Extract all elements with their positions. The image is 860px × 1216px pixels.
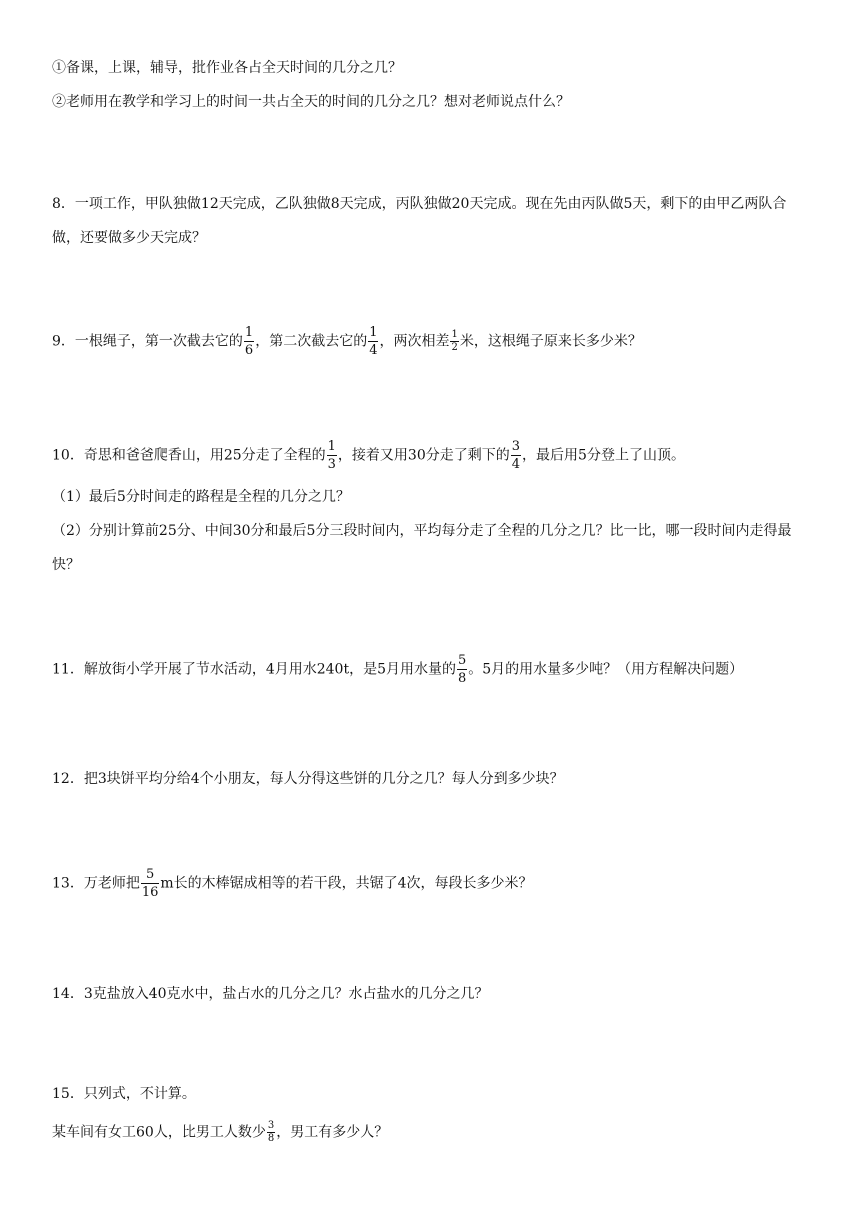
q14-text: 14．3克盐放入40克水中，盐占水的几分之几？水占盐水的几分之几？	[52, 986, 489, 1002]
fraction-denominator: 4	[511, 457, 521, 472]
fraction-denominator: 8	[267, 1133, 275, 1144]
q9-text-2: ，第二次截去它的	[255, 333, 368, 350]
fraction	[267, 1121, 275, 1144]
fraction-denominator: 6	[244, 343, 254, 358]
q15-text-1: 某车间有女工60人，比男工人数少	[52, 1124, 266, 1141]
fraction-denominator: 3	[327, 457, 336, 472]
fraction	[457, 654, 467, 685]
q9-text-1: 9．一根绳子，第一次截去它的	[52, 333, 243, 350]
fraction-numerator: 1	[244, 325, 254, 340]
fraction	[450, 330, 458, 353]
q10-text-1: 10．奇思和爸爸爬香山，用25分走了全程的	[52, 447, 326, 464]
q15-problem	[52, 1121, 812, 1144]
q10-text-2: ，接着又用30分走了剩下的	[337, 447, 510, 464]
q10	[52, 440, 812, 471]
q13-text-1: 13．万老师把	[52, 875, 140, 892]
fraction	[368, 326, 378, 357]
q9	[52, 326, 812, 357]
q15-heading: 15．只列式，不计算。	[52, 1086, 196, 1102]
q11	[52, 654, 812, 685]
q13	[52, 868, 812, 899]
fraction-denominator: 16	[141, 885, 159, 900]
q7-sub1: ①备课，上课，辅导，批作业各占全天时间的几分之几？	[52, 60, 402, 76]
fraction	[141, 868, 160, 899]
fraction-denominator: 8	[457, 671, 467, 686]
fraction-numerator: 5	[141, 868, 160, 884]
q11-text-2: 。5月的用水量多少吨？（用方程解决问题）	[468, 661, 744, 678]
fraction	[327, 440, 337, 471]
fraction-numerator: 5	[457, 653, 467, 668]
fraction-numerator: 1	[369, 325, 378, 340]
q13-text-2: m长的木棒锯成相等的若干段，共锯了4次，每段长多少米？	[160, 875, 533, 892]
fraction-numerator: 1	[327, 439, 336, 454]
q12-text: 12．把3块饼平均分给4个小朋友，每人分得这些饼的几分之几？每人分到多少块？	[52, 771, 564, 787]
q11-text-1: 11．解放街小学开展了节水活动，4月用水240t，是5月用水量的	[52, 661, 456, 678]
fraction-numerator: 3	[267, 1120, 275, 1131]
fraction-denominator: 2	[451, 342, 458, 353]
q9-text-4: 米，这根绳子原来长多少米？	[459, 333, 642, 350]
q10-sub1: （1）最后5分时间走的路程是全程的几分之几？	[52, 489, 350, 505]
q7-sub2: ②老师用在教学和学习上的时间一共占全天的时间的几分之几？想对老师说点什么？	[52, 94, 570, 110]
fraction-numerator: 1	[451, 329, 458, 340]
q8-text: 8．一项工作，甲队独做12天完成，乙队独做8天完成，丙队独做20天完成。现在先由丙队做5天，剩下的由甲乙两队合做，还要做多少天完成？	[52, 196, 787, 246]
q9-text-3: ，两次相差	[379, 333, 450, 350]
fraction	[244, 326, 254, 357]
q10-sub2: （2）分别计算前25分、中间30分和最后5分三段时间内，平均每分走了全程的几分之几？比一比，哪一段时间内走得最快？	[52, 523, 792, 573]
fraction	[511, 440, 521, 471]
fraction-denominator: 4	[369, 343, 378, 358]
fraction-numerator: 3	[511, 439, 521, 454]
q10-text-3: ，最后用5分登上了山顶。	[522, 447, 685, 464]
q15-text-2: ，男工有多少人？	[276, 1124, 389, 1141]
